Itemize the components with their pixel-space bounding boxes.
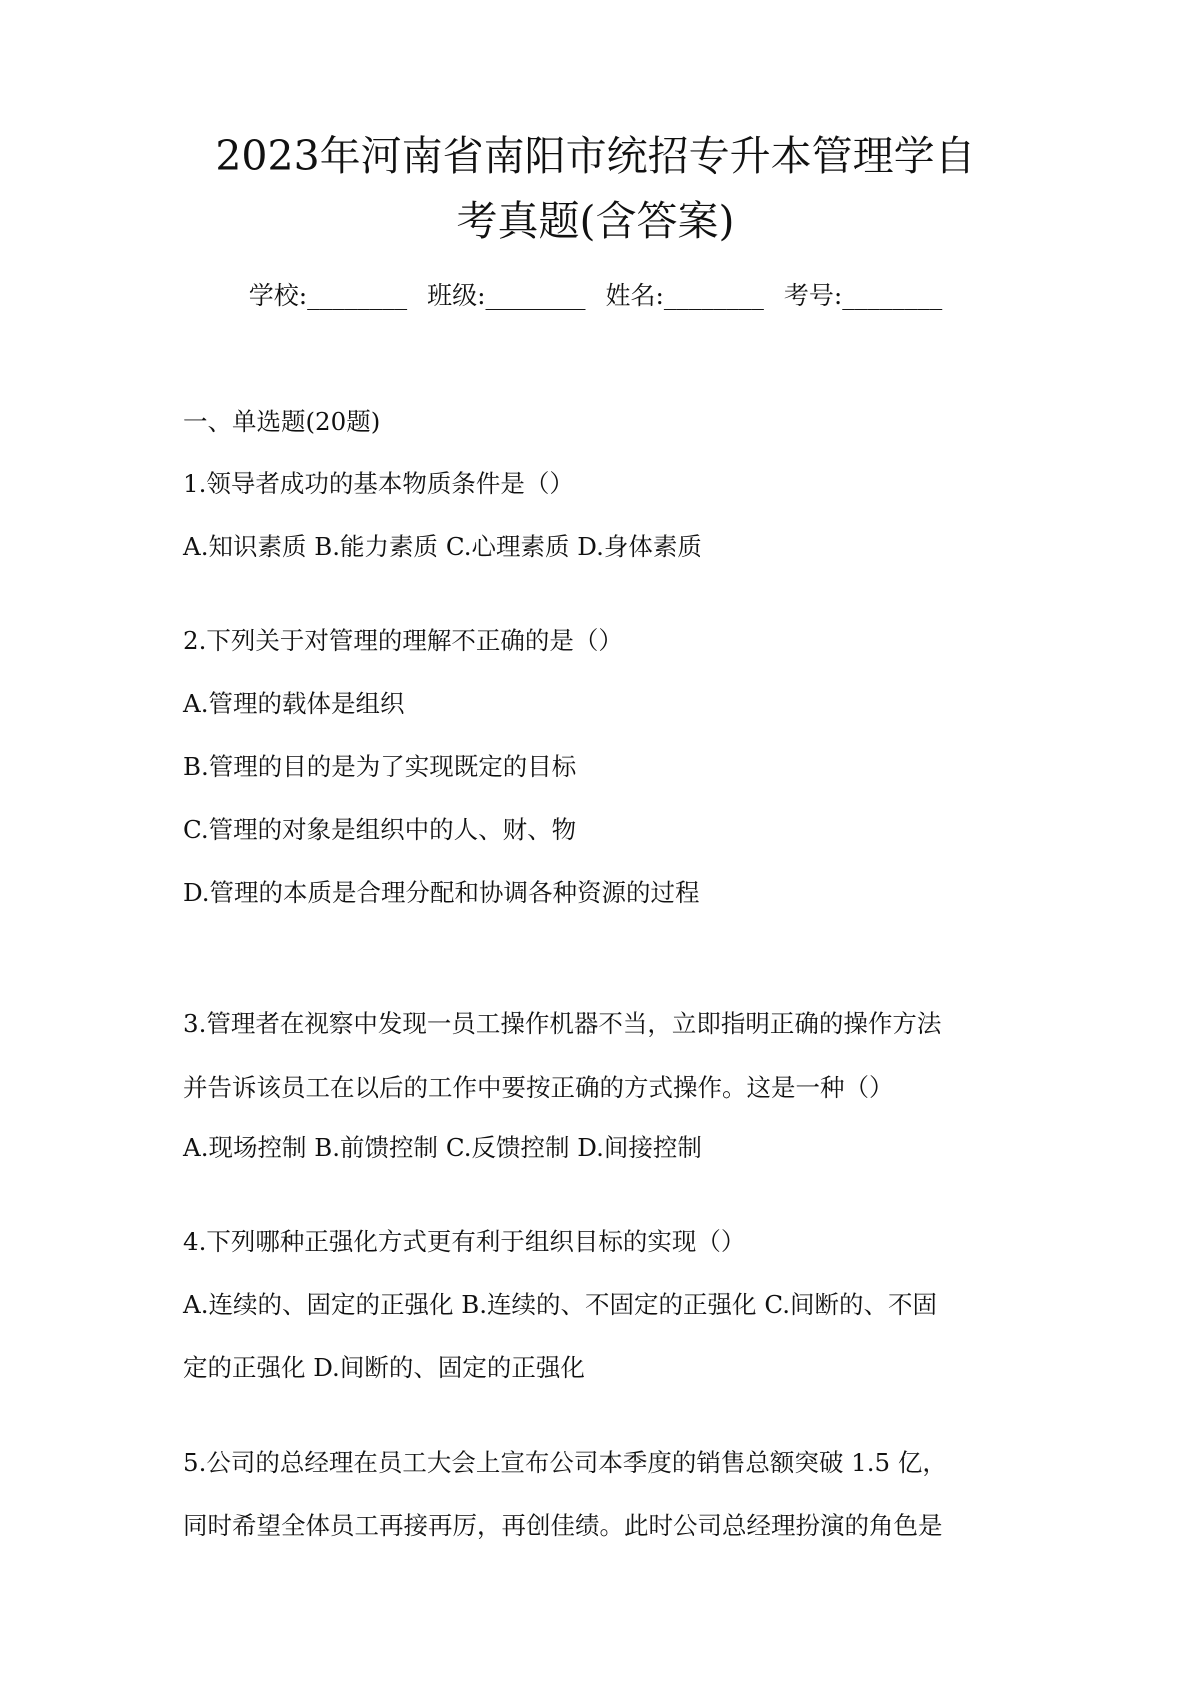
- class-field: 班级:________: [427, 281, 586, 310]
- question-2-option-c: C.管理的对象是组织中的人、财、物: [183, 815, 577, 844]
- question-2-stem: 2.下列关于对管理的理解不正确的是（）: [183, 626, 623, 655]
- question-1-options: A.知识素质 B.能力素质 C.心理素质 D.身体素质: [183, 532, 702, 561]
- question-3-stem-line-1: 3.管理者在视察中发现一员工操作机器不当，立即指明正确的操作方法: [183, 1009, 942, 1038]
- page-title-line-1: 2023年河南省南阳市统招专升本管理学自: [215, 132, 976, 180]
- question-3-options: A.现场控制 B.前馈控制 C.反馈控制 D.间接控制: [183, 1133, 702, 1162]
- question-2-option-a: A.管理的载体是组织: [183, 689, 405, 718]
- student-info-row: [0, 280, 1191, 312]
- question-2-option-b: B.管理的目的是为了实现既定的目标: [183, 752, 577, 781]
- question-4-stem: 4.下列哪种正强化方式更有利于组织目标的实现（）: [183, 1227, 746, 1256]
- name-field: 姓名:________: [605, 281, 764, 310]
- question-3-stem-line-2: 并告诉该员工在以后的工作中要按正确的方式操作。这是一种（）: [183, 1073, 894, 1102]
- question-1-stem: 1.领导者成功的基本物质条件是（）: [183, 469, 574, 498]
- question-5-stem-line-1: 5.公司的总经理在员工大会上宣布公司本季度的销售总额突破 1.5 亿，: [183, 1448, 947, 1477]
- question-2-option-d: D.管理的本质是合理分配和协调各种资源的过程: [183, 878, 700, 907]
- page-title-line-2: 考真题(含答案): [456, 197, 735, 245]
- question-4-options-line-2: 定的正强化 D.间断的、固定的正强化: [183, 1353, 585, 1382]
- question-5-stem-line-2: 同时希望全体员工再接再厉，再创佳绩。此时公司总经理扮演的角色是: [183, 1511, 943, 1540]
- section-heading: 一、单选题(20题): [183, 407, 381, 436]
- question-4-options-line-1: A.连续的、固定的正强化 B.连续的、不固定的正强化 C.间断的、不固: [183, 1290, 938, 1319]
- school-field: 学校:________: [248, 281, 408, 310]
- exam-number-field: 考号:________: [783, 281, 943, 310]
